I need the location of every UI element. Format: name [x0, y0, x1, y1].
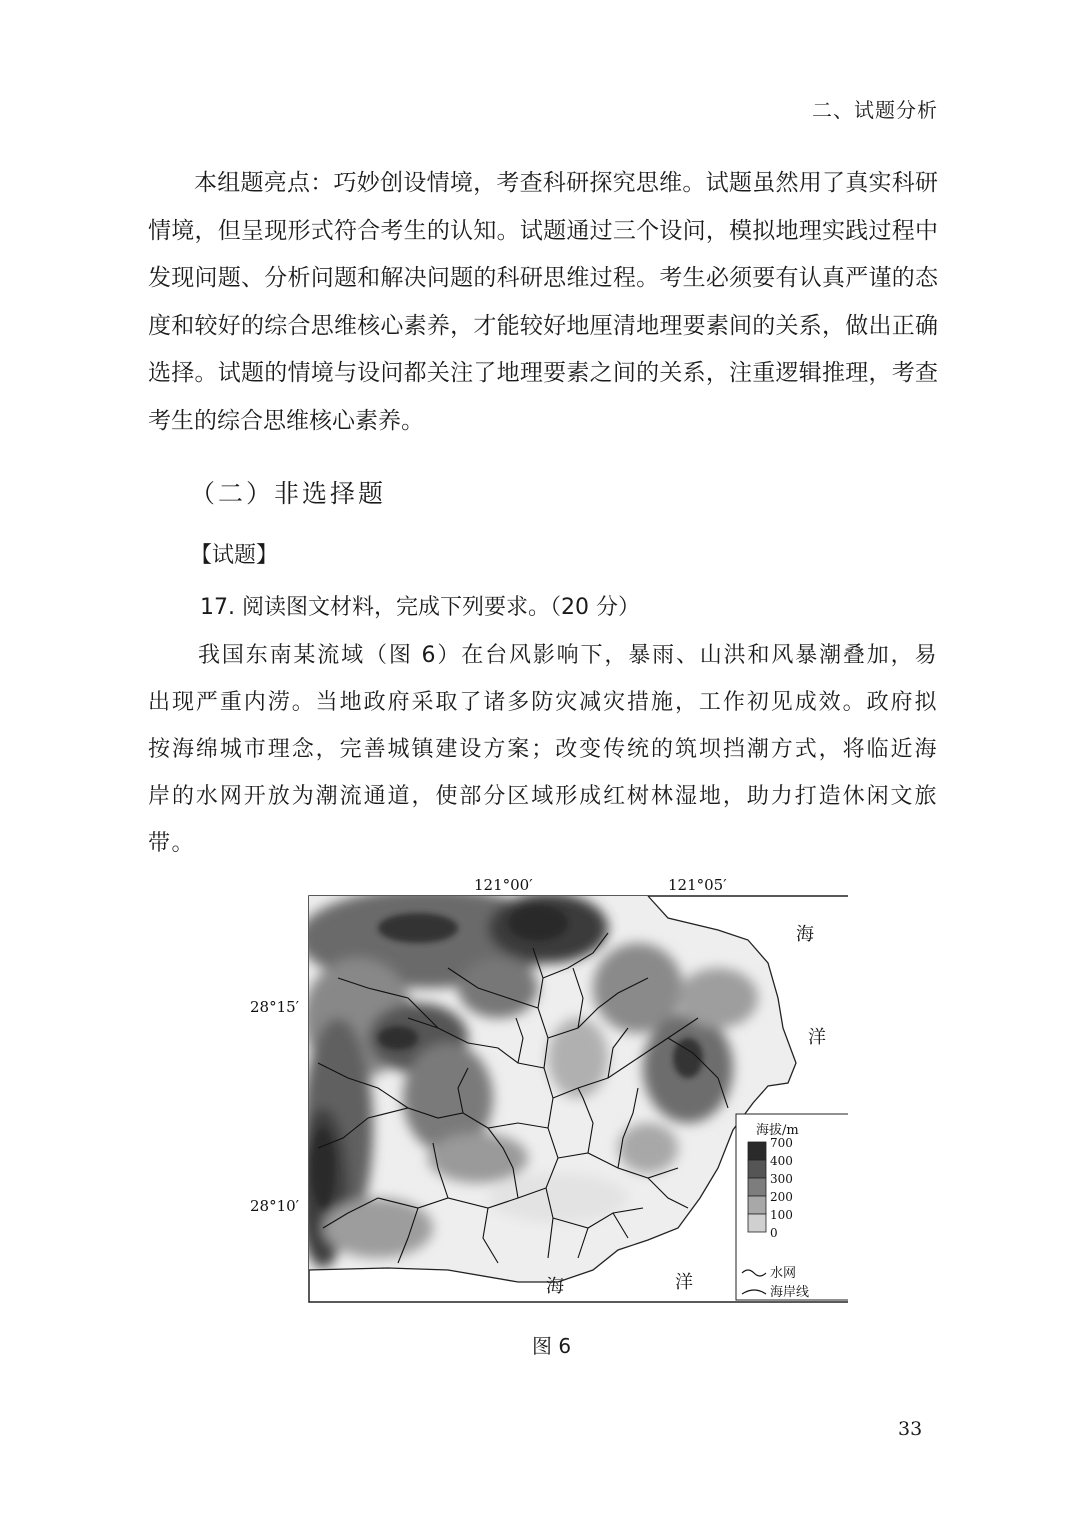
map-legend: [736, 1114, 848, 1300]
terrain-map-figure: [248, 868, 848, 1308]
sea-label-east-1: 海: [796, 924, 814, 945]
lat-label-28-15: 28°15′: [250, 998, 300, 1016]
lon-label-121-00: 121°00′: [474, 876, 533, 894]
terrain-map: [248, 868, 848, 1308]
lon-label-121-05: 121°05′: [668, 876, 727, 894]
legend-swatch: [748, 1178, 766, 1196]
legend-coast-label: 海岸线: [770, 1285, 810, 1300]
legend-tick-label: 400: [770, 1154, 793, 1168]
sea-label-south-2: 洋: [675, 1272, 693, 1293]
question-heading: 17. 阅读图文材料，完成下列要求。（20 分）: [200, 595, 640, 620]
legend-title: 海拔/m: [756, 1123, 799, 1138]
legend-swatch: [748, 1214, 766, 1232]
sea-label-south-1: 海: [546, 1276, 564, 1297]
running-header: 二、试题分析: [812, 98, 938, 122]
question-label: 【试题】: [190, 543, 279, 568]
legend-tick-label: 0: [770, 1226, 778, 1240]
question-paragraph: 我国东南某流域（图 6）在台风影响下，暴雨、山洪和风暴潮叠加，易出现严重内涝。当地政府采取了诸多防灾减灾措施，工作初见成效。政府拟按海绵城市理念，完善城镇建设方案；改变传统的筑坝挡潮方式，将临近海岸的水网开放为潮流通道，使部分区域形成红树林湿地，助力打造休闲文旅带。: [148, 643, 938, 856]
legend-swatch: [748, 1196, 766, 1214]
figure-caption: 图 6: [532, 1334, 572, 1358]
legend-tick-label: 200: [770, 1190, 793, 1204]
legend-tick-label: 100: [770, 1208, 793, 1222]
legend-water-label: 水网: [770, 1266, 797, 1281]
legend-swatch: [748, 1160, 766, 1178]
highlight-paragraph: 本组题亮点：巧妙创设情境，考查科研探究思维。试题虽然用了真实科研情境，但呈现形式符合考生的认知。试题通过三个设问，模拟地理实践过程中发现问题、分析问题和解决问题的科研思维过程。考生必须要有认真严谨的态度和较好的综合思维核心素养，才能较好地厘清地理要素间的关系，做出正确选择。试题的情境与设问都关注了地理要素之间的关系，注重逻辑推理，考查考生的综合思维核心素养。: [148, 170, 938, 434]
legend-tick-label: 700: [770, 1136, 793, 1150]
legend-tick-label: 300: [770, 1172, 793, 1186]
lat-label-28-10: 28°10′: [250, 1197, 300, 1215]
sea-label-east-2: 洋: [808, 1027, 826, 1048]
section-title: （二）非选择题: [190, 479, 387, 508]
legend-swatch: [748, 1142, 766, 1160]
page-number: 33: [898, 1418, 923, 1440]
